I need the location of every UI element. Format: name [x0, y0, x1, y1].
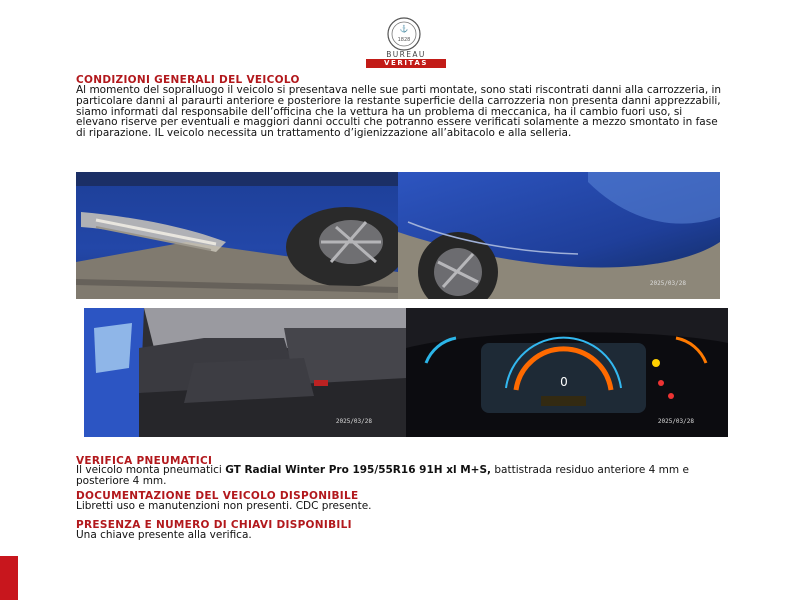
photo-rear-bumper [398, 172, 720, 299]
photo-date-stamp: 2025/03/28 [649, 280, 686, 287]
page-edge-bar [0, 556, 18, 600]
svg-text:1828: 1828 [397, 37, 411, 43]
svg-text:0: 0 [560, 375, 568, 389]
keys-text: Una chiave presente alla verifica. [76, 529, 252, 541]
photo-date-stamp: 2025/03/28 [335, 418, 372, 425]
conditions-heading: CONDIZIONI GENERALI DEL VEICOLO [76, 74, 300, 86]
brand-wordmark [366, 50, 446, 68]
photo-date-stamp: 2025/03/28 [657, 418, 694, 425]
keys-heading: PRESENZA E NUMERO DI CHIAVI DISPONIBILI [76, 519, 352, 531]
tyres-heading: VERIFICA PNEUMATICI [76, 455, 213, 467]
conditions-text: Al momento del sopralluogo il veicolo si presentava nelle sue parti montate, sono stati riscontrati danni alla carrozzeria, in particolare danni al paraurti anteriore e posteriore la restante superficie della carrozzeria non presenta danni apprezzabili, siamo informati dal responsabile dell’officina che la vettura ha un problema di meccanica, ha il cambio fuori uso, si elevano riserve per eventuali e maggiori danni occulti che potranno essere verificati solamente a mezzo smontato in fase di riparazione. IL veicolo necessita un trattamento d’igienizzazione all’abitacolo e alla selleria. [76, 84, 722, 140]
photo-rear-seats [84, 308, 406, 437]
brand-name-bottom: VERITAS [366, 59, 446, 68]
svg-text:⚓: ⚓ [399, 25, 409, 33]
photo-instrument-cluster [406, 308, 728, 437]
tyres-model: GT Radial Winter Pro 195/55R16 91H xl M+S, [225, 464, 492, 476]
brand-name-top: BUREAU [386, 50, 426, 59]
photo-front-bumper [76, 172, 398, 299]
documents-heading: DOCUMENTAZIONE DEL VEICOLO DISPONIBILE [76, 490, 359, 502]
documents-text: Libretti uso e manutenzioni non presenti. CDC presente. [76, 500, 372, 512]
bureau-veritas-logo [366, 14, 446, 67]
tyres-text: Il veicolo monta pneumatici GT Radial Winter Pro 195/55R16 91H xl M+S, battistrada residuo anteriore 4 mm e posteriore 4 mm. [76, 464, 689, 487]
